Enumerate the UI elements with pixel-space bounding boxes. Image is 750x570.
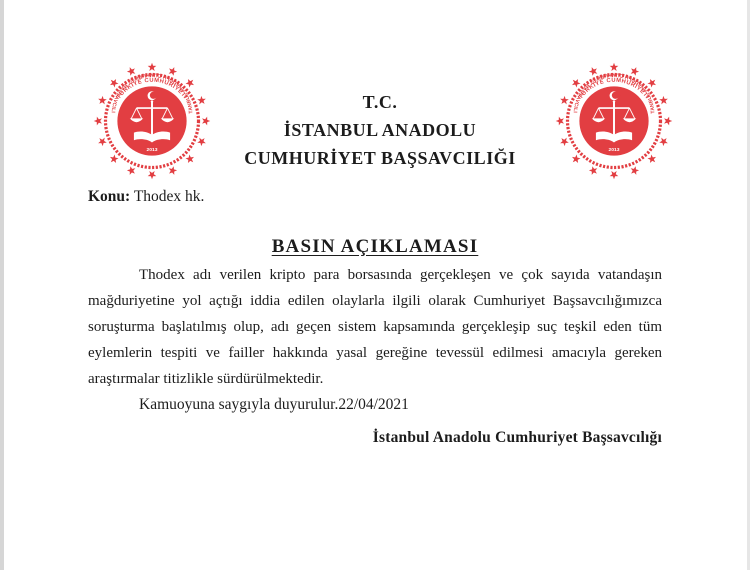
paragraph-line-3: soruşturma başlatılmış olup, adı geçen sistem kapsamında gerçekleşip suç teşkil eden tüm bbox=[88, 319, 662, 335]
subject-value: Thodex hk. bbox=[130, 188, 205, 205]
body-paragraph bbox=[88, 262, 662, 392]
subject-line bbox=[88, 188, 204, 206]
letterhead-line-office: CUMHURİYET BAŞSAVCILIĞI bbox=[244, 148, 516, 168]
press-release-title: BASIN AÇIKLAMASI bbox=[271, 236, 479, 257]
closing-line: Kamuoyuna saygıyla duyurulur.22/04/2021 bbox=[139, 396, 409, 413]
letterhead-title bbox=[220, 88, 540, 172]
subject-label: Konu: bbox=[88, 188, 131, 205]
signature: İstanbul Anadolu Cumhuriyet Başsavcılığı bbox=[372, 429, 662, 446]
paragraph-line-1: Thodex adı verilen kripto para borsasında gerçekleşen ve çok sayıda vatandaşın bbox=[139, 267, 662, 283]
paragraph-line-2: mağduriyetine yol açtığı iddia edilen olaylarla ilgili olarak Cumhuriyet Başsavcılığımızca bbox=[88, 293, 662, 309]
letterhead-line-tc: T.C. bbox=[362, 92, 398, 112]
page-edge-left bbox=[0, 0, 4, 570]
paragraph-line-4: eylemlerin tespiti ve failler hakkında yasal gereğine tevessül edilmesi amacıyla gereken bbox=[88, 345, 662, 361]
paragraph-line-5: araştırmalar titizlikle sürdürülmektedir. bbox=[88, 371, 324, 387]
letterhead-line-city: İSTANBUL ANADOLU bbox=[283, 120, 477, 140]
state-seal-icon bbox=[552, 59, 676, 183]
state-seal-icon bbox=[90, 59, 214, 183]
